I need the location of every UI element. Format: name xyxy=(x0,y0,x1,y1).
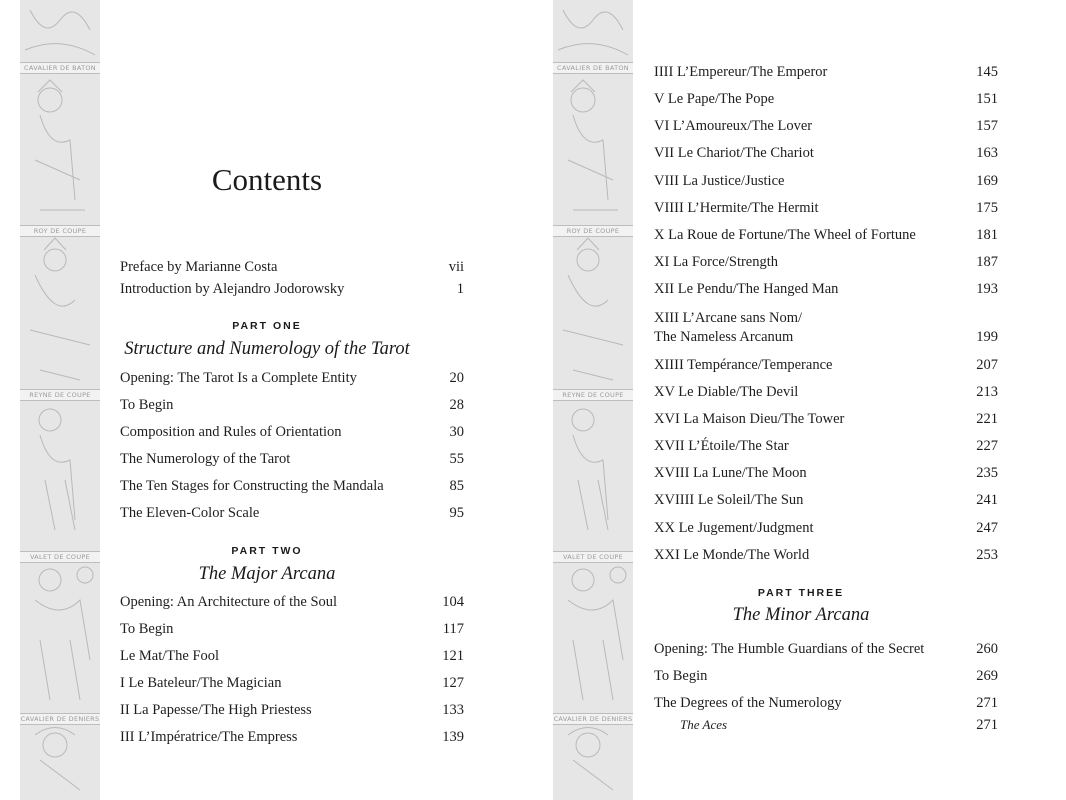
toc-entry xyxy=(120,701,464,719)
toc-entry xyxy=(654,519,998,537)
entry-page: 151 xyxy=(976,91,998,107)
toc-sub-entry xyxy=(680,716,998,734)
entry-title: Composition and Rules of Orientation xyxy=(120,424,342,440)
entry-page: 28 xyxy=(449,397,464,413)
entry-page: 20 xyxy=(449,370,464,386)
entry-page: 235 xyxy=(976,465,998,481)
toc-entry xyxy=(654,199,998,217)
toc-entry xyxy=(120,280,464,298)
toc-entry xyxy=(654,464,998,482)
entry-page: 187 xyxy=(976,254,998,270)
entry-page: 260 xyxy=(976,641,998,657)
toc-entry xyxy=(654,491,998,509)
toc-entry xyxy=(654,90,998,108)
toc-entry xyxy=(120,369,464,387)
part-label: PART TWO xyxy=(231,545,303,557)
toc-entry xyxy=(654,280,998,298)
entry-page: 269 xyxy=(976,668,998,684)
entry-page: 271 xyxy=(976,695,998,711)
card-label: VALET DE COUPE xyxy=(20,551,100,563)
entry-page: 241 xyxy=(976,492,998,508)
entry-page: 121 xyxy=(442,648,464,664)
entry-page: 139 xyxy=(442,729,464,745)
card-label: REYNE DE COUPE xyxy=(553,389,633,401)
entry-page: 133 xyxy=(442,702,464,718)
right-tarot-border xyxy=(553,0,633,800)
card-label: CAVALIER DE DENIERS xyxy=(20,715,100,723)
entry-title: I Le Bateleur/The Magician xyxy=(120,675,282,691)
entry-title: To Begin xyxy=(120,621,174,637)
entry-page: 104 xyxy=(442,594,464,610)
entry-page: 271 xyxy=(976,717,998,733)
entry-page: 227 xyxy=(976,438,998,454)
entry-title: The Degrees of the Numerology xyxy=(654,695,842,711)
entry-title: XVI La Maison Dieu/The Tower xyxy=(654,411,845,427)
page-title: Contents xyxy=(211,162,323,197)
entry-page: 193 xyxy=(976,281,998,297)
card-label: REYNE DE COUPE xyxy=(20,389,100,401)
entry-title: XVIII La Lune/The Moon xyxy=(654,465,807,481)
entry-title: VIII La Justice/Justice xyxy=(654,173,785,189)
entry-page: 207 xyxy=(976,357,998,373)
part-title: Structure and Numerology of the Tarot xyxy=(124,339,410,359)
toc-entry xyxy=(120,728,464,746)
card-label: ROY DE COUPE xyxy=(553,225,633,237)
toc-entry xyxy=(654,694,998,712)
toc-entry xyxy=(120,258,464,276)
toc-entry xyxy=(654,437,998,455)
toc-entry xyxy=(120,477,464,495)
toc-entry xyxy=(120,620,464,638)
entry-title: XIIII Tempérance/Temperance xyxy=(654,357,833,373)
entry-title: The Eleven-Color Scale xyxy=(120,505,260,521)
toc-entry xyxy=(654,253,998,271)
entry-title: Preface by Marianne Costa xyxy=(120,259,278,275)
toc-entry xyxy=(654,63,998,81)
entry-title: To Begin xyxy=(654,668,708,684)
toc-entry xyxy=(120,674,464,692)
entry-title: II La Papesse/The High Priestess xyxy=(120,702,312,718)
entry-title: XVIIII Le Soleil/The Sun xyxy=(654,492,804,508)
entry-page: 181 xyxy=(976,227,998,243)
entry-title: XI La Force/Strength xyxy=(654,254,779,270)
card-label: CAVALIER DE DENIERS xyxy=(553,715,633,723)
toc-entry xyxy=(654,172,998,190)
entry-title-line: XIII L’Arcane sans Nom/ xyxy=(654,310,803,326)
entry-title: The Numerology of the Tarot xyxy=(120,451,291,467)
part-label: PART ONE xyxy=(232,320,302,332)
entry-page: 1 xyxy=(456,281,464,297)
entry-title: Introduction by Alejandro Jodorowsky xyxy=(120,281,345,297)
part-label: PART THREE xyxy=(757,587,845,599)
toc-entry xyxy=(120,396,464,414)
entry-title: III L’Impératrice/The Empress xyxy=(120,729,298,745)
toc-entry xyxy=(120,593,464,611)
toc-entry xyxy=(654,117,998,135)
entry-page: 55 xyxy=(449,451,464,467)
entry-title: IIII L’Empereur/The Emperor xyxy=(654,64,828,80)
card-label: VALET DE COUPE xyxy=(553,551,633,563)
entry-page: 157 xyxy=(976,118,998,134)
entry-title: V Le Pape/The Pope xyxy=(654,91,775,107)
entry-title: XV Le Diable/The Devil xyxy=(654,384,799,400)
entry-page: 85 xyxy=(449,478,464,494)
toc-entry xyxy=(120,504,464,522)
card-label: CAVALIER DE BATON xyxy=(20,62,100,74)
entry-title: XXI Le Monde/The World xyxy=(654,547,810,563)
entry-title: Opening: The Humble Guardians of the Secret xyxy=(654,641,925,657)
entry-page: 175 xyxy=(976,200,998,216)
entry-title: To Begin xyxy=(120,397,174,413)
entry-title: XII Le Pendu/The Hanged Man xyxy=(654,281,839,297)
toc-entry xyxy=(654,640,998,658)
toc-entry xyxy=(654,356,998,374)
entry-title: The Ten Stages for Constructing the Mandala xyxy=(120,478,384,494)
entry-page: 169 xyxy=(976,173,998,189)
entry-page: 247 xyxy=(976,520,998,536)
entry-page: 145 xyxy=(976,64,998,80)
entry-page: 221 xyxy=(976,411,998,427)
entry-title: Opening: The Tarot Is a Complete Entity xyxy=(120,370,357,386)
entry-title: XX Le Jugement/Judgment xyxy=(654,520,814,536)
card-label: CAVALIER DE BATON xyxy=(553,62,633,74)
entry-page: 213 xyxy=(976,384,998,400)
entry-title: VI L’Amoureux/The Lover xyxy=(654,118,813,134)
part-title: The Minor Arcana xyxy=(732,605,870,625)
entry-page: 163 xyxy=(976,145,998,161)
toc-entry xyxy=(654,144,998,162)
entry-title: The Aces xyxy=(680,717,728,732)
entry-title: VIIII L’Hermite/The Hermit xyxy=(654,200,819,216)
toc-entry xyxy=(120,423,464,441)
entry-page: 253 xyxy=(976,547,998,563)
entry-title: VII Le Chariot/The Chariot xyxy=(654,145,814,161)
entry-title: Opening: An Architecture of the Soul xyxy=(120,594,338,610)
entry-page: 127 xyxy=(442,675,464,691)
toc-entry xyxy=(654,546,998,564)
entry-page: 95 xyxy=(449,505,464,521)
entry-title: XVII L’Étoile/The Star xyxy=(654,438,789,454)
entry-title-line: The Nameless Arcanum xyxy=(654,329,794,345)
toc-entry xyxy=(120,450,464,468)
part-title: The Major Arcana xyxy=(198,564,336,584)
toc-entry xyxy=(654,383,998,401)
toc-entry xyxy=(654,410,998,428)
toc-entry xyxy=(654,226,998,244)
left-tarot-border xyxy=(20,0,100,800)
entry-page: 117 xyxy=(442,621,464,637)
toc-entry xyxy=(654,667,998,685)
entry-title: X La Roue de Fortune/The Wheel of Fortune xyxy=(654,227,916,243)
entry-page: 199 xyxy=(976,329,998,345)
entry-page: 30 xyxy=(449,424,464,440)
toc-entry xyxy=(654,309,998,347)
toc-entry xyxy=(120,647,464,665)
card-label: ROY DE COUPE xyxy=(20,225,100,237)
entry-page: vii xyxy=(448,259,464,275)
entry-title: Le Mat/The Fool xyxy=(120,648,220,664)
